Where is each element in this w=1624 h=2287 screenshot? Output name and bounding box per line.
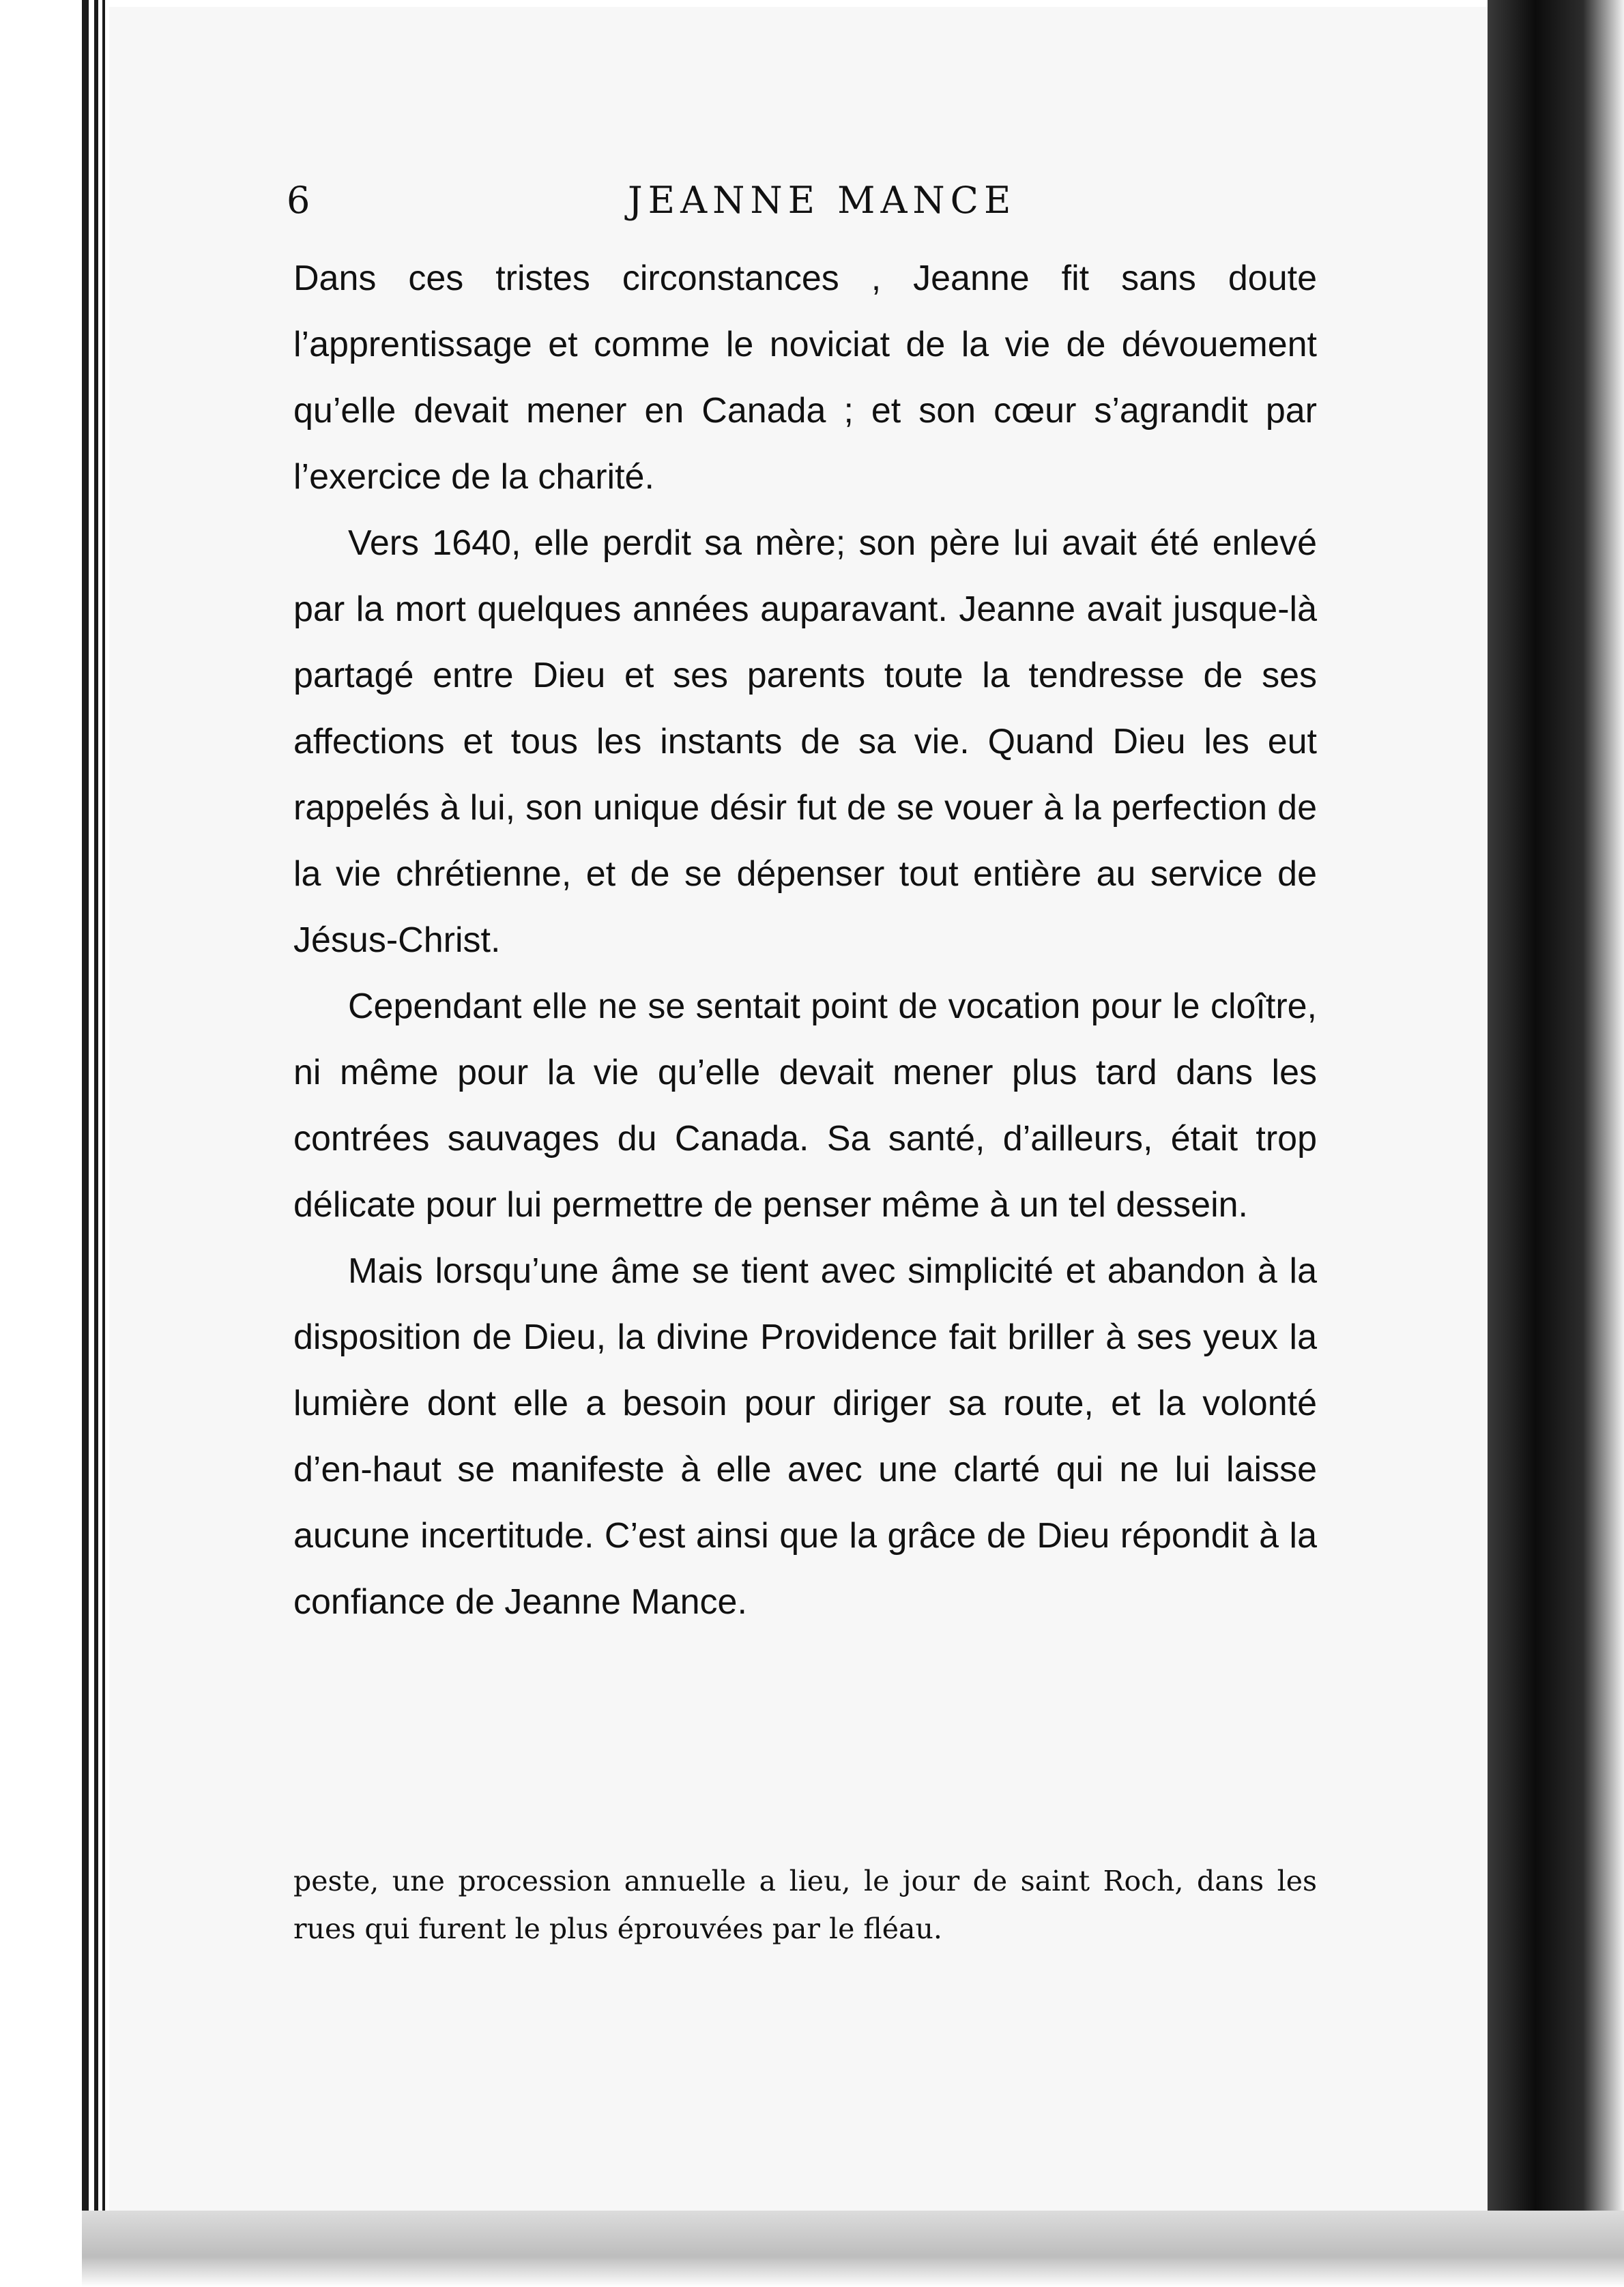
footnote-text: peste, une procession annuelle a lieu, le jour de saint Roch, dans les rues qui furent le plus éprouvées par le fléau. [293, 1865, 1317, 1945]
page-number: 6 [287, 179, 310, 222]
running-title: JEANNE MANCE [628, 179, 1017, 222]
body-text [293, 246, 1317, 1635]
page-edge-line [82, 0, 89, 2287]
scan-left-margin [0, 0, 84, 2287]
paragraph: Vers 1640, elle perdit sa mère; son père lui avait été enlevé par la mort quelques années auparavant. Jeanne avait jusque-là partagé entre Dieu et ses parents toute la tendresse de ses affections et tous les instants de sa vie. Quand Dieu les eut rappelés à lui, son unique désir fut de se vouer à la perfection de la vie chrétienne, et de se dépenser tout entière au service de Jésus-Christ. [293, 523, 1317, 960]
paragraph: Mais lorsqu’une âme se tient avec simplicité et abandon à la disposition de Dieu, la divine Providence fait briller à ses yeux la lumière dont elle a besoin pour diriger sa route, et la volonté d’en-haut se manifeste à elle avec une clarté qui ne lui laisse aucune incertitude. C’est ainsi que la grâce de Dieu répondit à la confiance de Jeanne Mance. [293, 1251, 1317, 1622]
binding-shadow [1488, 0, 1624, 2287]
page-edge-line [102, 0, 105, 2287]
paragraph: Cependant elle ne se sentait point de vocation pour le cloître, ni même pour la vie qu’elle devait mener plus tard dans les contrées sauvages du Canada. Sa santé, d’ailleurs, était trop délicate pour lui permettre de penser même à un tel dessein. [293, 987, 1317, 1225]
paragraph: Dans ces tristes circonstances , Jeanne fit sans doute l’apprentissage et comme le noviciat de la vie de dévouement qu’elle devait mener en Canada ; et son cœur s’agrandit par l’exercice de la charité. [293, 259, 1317, 497]
page-bottom-edge [82, 2211, 1624, 2287]
footnote [293, 1857, 1317, 1953]
page-header [287, 179, 1406, 227]
page-edge-line [94, 0, 98, 2287]
